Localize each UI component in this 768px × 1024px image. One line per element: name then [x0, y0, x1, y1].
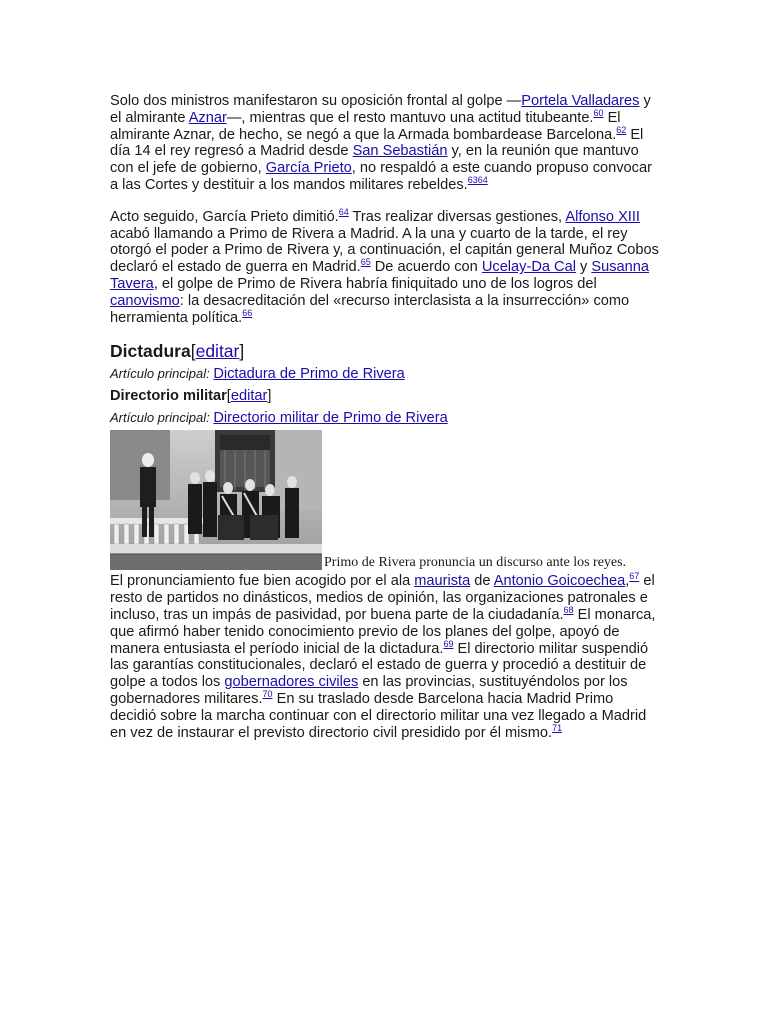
heading-directorio-militar: Directorio militar[editar] [110, 388, 272, 405]
article-body [110, 93, 660, 741]
ref-66[interactable]: 66 [242, 307, 253, 318]
paragraph-1: Solo dos ministros manifestaron su oposición frontal al golpe —Portela Valladares y el almirante Aznar—, mientras que el resto mantuvo una actitud titubeante.$^{60}$ El almirante Aznar, de hecho, se negó a que la Armada bombardease Barcelona.$^{62}$ El día 14 el rey regresó a Madrid desde San Sebastián y, en la reunión que mantuvo con el jefe de gobierno, García Prieto, no respaldó a este cuando propuso convocar a las Cortes y destituir a los mandos militares rebeldes.$^{6364}$ [110, 93, 652, 193]
link-directorio-militar-primo-de-rivera[interactable]: Directorio militar de Primo de Rivera [213, 410, 448, 427]
edit-link-dictadura[interactable]: editar [195, 341, 240, 362]
historical-photo[interactable] [110, 430, 322, 570]
ref-60[interactable]: 60 [593, 107, 604, 118]
link-dictadura-primo-de-rivera[interactable]: Dictadura de Primo de Rivera [213, 366, 405, 383]
ref-62[interactable]: 62 [616, 124, 627, 135]
ref-70[interactable]: 70 [262, 689, 273, 700]
link-san-sebastian[interactable]: San Sebastián [352, 143, 448, 160]
ref-69[interactable]: 69 [443, 638, 454, 649]
main-article-directorio: Artículo principal: Directorio militar de Primo de Rivera [110, 410, 448, 427]
link-canovismo[interactable]: canovismo [110, 292, 180, 309]
link-susanna-tavera[interactable]: Susanna Tavera [110, 259, 649, 292]
ref-68[interactable]: 68 [563, 605, 574, 616]
link-aznar[interactable]: Aznar [188, 109, 227, 126]
link-antonio-goicoechea[interactable]: Antonio Goicoechea [493, 573, 626, 590]
edit-link-directorio[interactable]: editar [230, 388, 268, 405]
ref-67[interactable]: 67 [629, 571, 640, 582]
paragraph-2: Acto seguido, García Prieto dimitió.$^{64}$ Tras realizar diversas gestiones, Alfonso XIII acabó llamando a Primo de Rivera a Madrid. A la una y cuarto de la tarde, el rey otorgó el poder a Primo de Rivera y, a continuación, el capitán general Muñoz Cobos declaró el estado de guerra en Madrid.$^{65}$ De acuerdo con Ucelay-Da Cal y Susanna Tavera, el golpe de Primo de Rivera habría finiquitado uno de los logros del canovismo: la desacreditación del «recurso interclasista a la insurrección» como herramienta política.$^{66}$ [110, 206, 659, 326]
link-portela-valladares[interactable]: Portela Valladares [521, 93, 640, 109]
link-garcia-prieto[interactable]: García Prieto [265, 160, 352, 177]
ref-64[interactable]: 64 [338, 206, 349, 217]
figure [110, 430, 660, 570]
link-alfonso-xiii[interactable]: Alfonso XIII [565, 208, 640, 225]
heading-dictadura: Dictadura[editar] [110, 341, 245, 362]
ref-6364[interactable]: 6364 [467, 175, 488, 186]
link-maurista[interactable]: maurista [414, 573, 471, 590]
ref-65[interactable]: 65 [360, 257, 371, 268]
link-gobernadores-civiles[interactable]: gobernadores civiles [224, 674, 359, 691]
figure-caption: Primo de Rivera pronuncia un discurso ante los reyes. [324, 555, 627, 571]
ref-71[interactable]: 71 [552, 722, 563, 733]
paragraph-3: El pronunciamiento fue bien acogido por el ala maurista de Antonio Goicoechea,$^{67}$ el resto de partidos no dinásticos, medios de opinión, las organizaciones patronales e incluso, tras un impás de pasividad, por buena parte de la ciudadanía.$^{68}$ El monarca, que afirmó haber tenido conocimiento previo de los planes del golpe, apoyó de manera entusiasta el período inicial de la dictadura.$^{69}$ El directorio militar suspendió las garantías constitucionales, declaró el estado de guerra y procedió a destituir de golpe a todos los gobernadores civiles en las provincias, sustituyéndolos por los gobernadores militares.$^{70}$ En su traslado desde Barcelona hacia Madrid Primo decidió sobre la marcha continuar con el directorio militar una vez llegado a Madrid en vez de instaurar el previsto directorio civil presidido por él mismo.$^{71}$ [110, 571, 656, 741]
link-ucelay-da-cal[interactable]: Ucelay-Da Cal [481, 259, 576, 276]
main-article-dictadura: Artículo principal: Dictadura de Primo de Rivera [110, 366, 405, 383]
